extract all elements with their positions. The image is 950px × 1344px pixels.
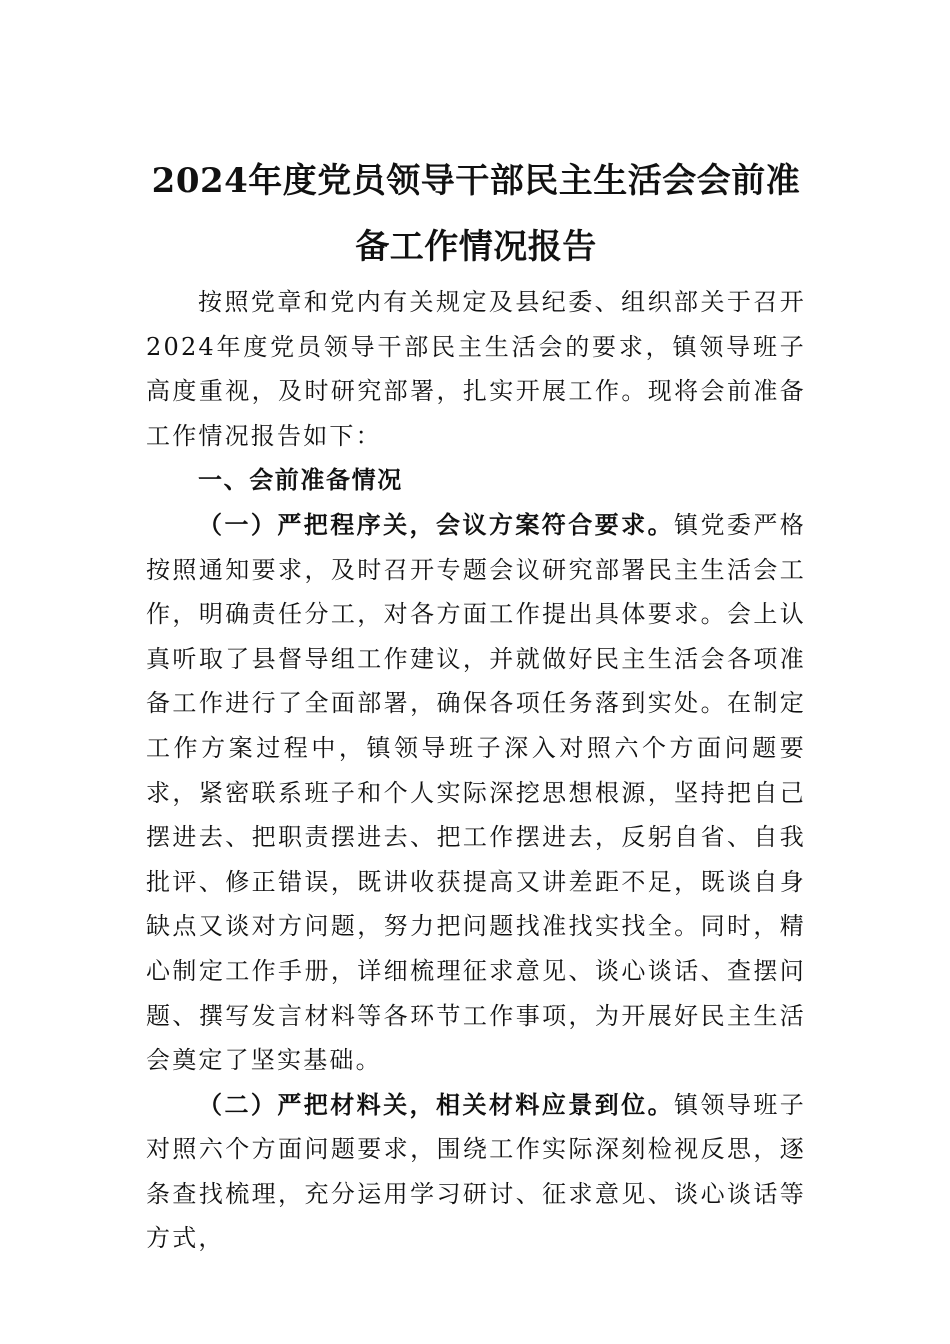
section-heading-1: 一、会前准备情况 [198,466,403,495]
subsection-1-lead: （一）严把程序关，会议方案符合要求。 [198,509,675,539]
document-title [146,148,806,280]
document-page [146,148,806,1261]
subsection-1-text: 镇党委严格按照通知要求，及时召开专题会议研究部署民主生活会工作，明确责任分工，对各方面工作提出具体要求。会上认真听取了县督导组工作建议，并就做好民主生活会各项准备工作进行了全面部署，确保各项任务落到实处。在制定工作方案过程中，镇领导班子深入对照六个方面问题要求，紧密联系班子和个人实际深挖思想根源，坚持把自己摆进去、把职责摆进去、把工作摆进去，反躬自省、自我批评、修正错误，既讲收获提高又讲差距不足，既谈自身缺点又谈对方问题，努力把问题找准找实找全。同时，精心制定工作手册，详细梳理征求意见、谈心谈话、查摆问题、撰写发言材料等各环节工作事项，为开展好民主生活会奠定了坚实基础。 [146,510,806,1075]
title-line-2: 备工作情况报告 [355,227,597,267]
subsection-1-paragraph [146,503,806,1083]
title-line-1: 2024年度党员领导干部民主生活会会前准 [151,161,801,201]
subsection-2-paragraph [146,1083,806,1261]
intro-paragraph: 按照党章和党内有关规定及县纪委、组织部关于召开2024年度党员领导干部民主生活会的要求，镇领导班子高度重视，及时研究部署，扎实开展工作。现将会前准备工作情况报告如下： [146,288,806,450]
subsection-2-lead: （二）严把材料关，相关材料应景到位。 [198,1089,675,1119]
subsection-2-text: 镇领导班子对照六个方面问题要求，围绕工作实际深刻检视反思，逐条查找梳理，充分运用学习研讨、征求意见、谈心谈话等方式， [146,1090,806,1253]
document-body [146,280,806,1261]
